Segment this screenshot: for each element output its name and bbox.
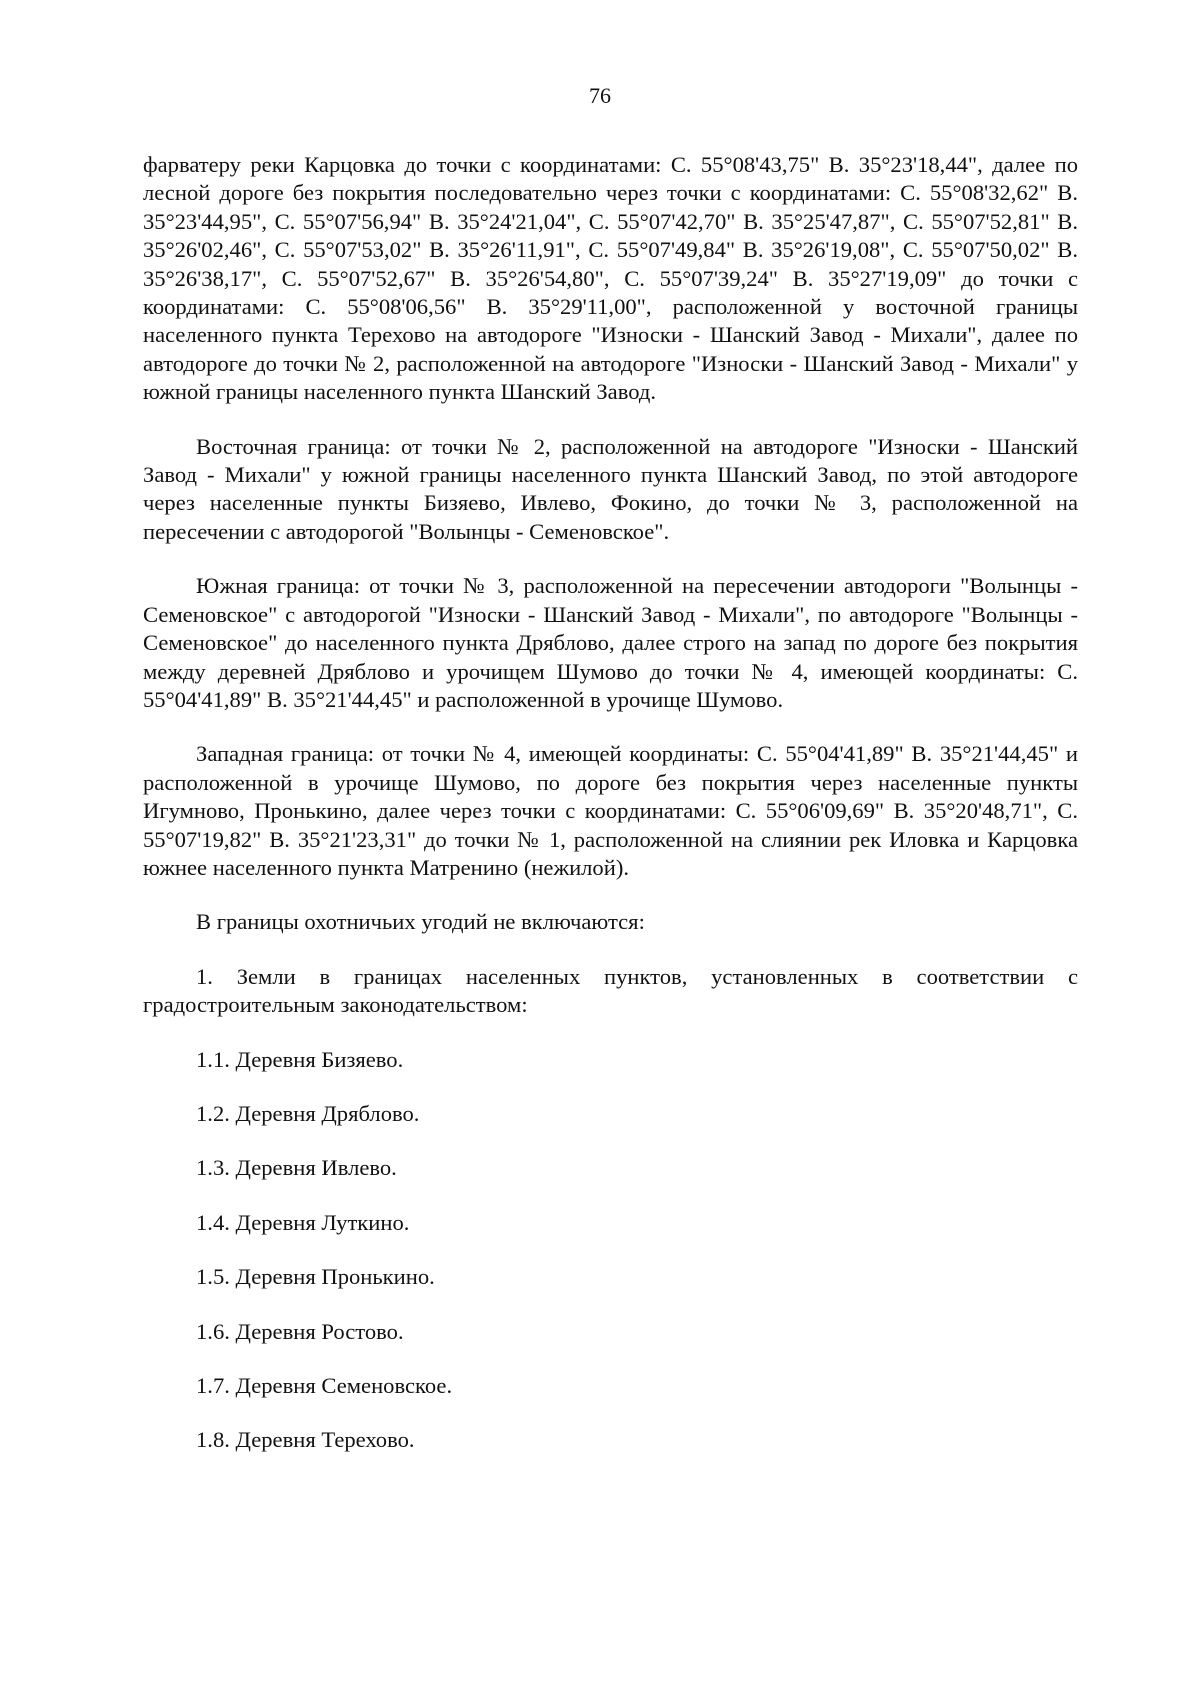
list-item: 1.7. Деревня Семеновское. — [196, 1373, 453, 1398]
list-item: 1.2. Деревня Дряблово. — [196, 1100, 420, 1126]
paragraph-settlement-lands: 1. Земли в границах населенных пунктов, установленных в соответствии с градостроительным законодательством: — [143, 963, 1078, 1018]
paragraph-northern-boundary-continuation: фарватеру реки Карцовка до точки с координатами: С. 55°08'43,75" В. 35°23'18,44", далее по лесной дороге без покрытия последовательно через точки с координатами: С. 55°08'32,62" В. 35°23'44,95", С. 55°07'56,94" В. 35°24'21,04", С. 55°07'42,70" В. 35°25'47,87", С. 55°07'52,81" В. 35°26'02,46", С. 55°07'53,02" В. 35°26'11,91", С. 55°07'49,84" В. 35°26'19,08", С. 55°07'50,02" В. 35°26'38,17", С. 55°07'52,67" В. 35°26'54,80", С. 55°07'39,24" В. 35°27'19,09" до точки с координатами: С. 55°08'06,56" В. 35°29'11,00", расположенной у восточной границы населенного пункта Терехово на автодороге "Износки - Шанский Завод - Михали", далее по автодороге до точки № 2, расположенной на автодороге "Износки - Шанский Завод - Михали" у южной границы населенного пункта Шанский Завод. — [143, 152, 1078, 405]
paragraph-exclusions-intro: В границы охотничьих угодий не включаются: — [196, 909, 645, 935]
list-item: 1.6. Деревня Ростово. — [196, 1318, 404, 1344]
list-item: 1.4. Деревня Луткино. — [196, 1209, 410, 1235]
list-item: 1.5. Деревня Пронькино. — [196, 1264, 435, 1290]
list-item: 1.8. Деревня Терехово. — [196, 1427, 415, 1453]
settlements-list — [143, 1046, 1078, 1455]
document-body — [143, 151, 1078, 1455]
paragraph-western-boundary: Западная граница: от точки № 4, имеющей координаты: С. 55°04'41,89" В. 35°21'44,45" и расположенной в урочище Шумово, по дороге без покрытия через населенные пункты Игумново, Пронькино, далее через точки с координатами: С. 55°06'09,69" В. 35°20'48,71", С. 55°07'19,82" В. 35°21'23,31" до точки № 1, расположенной на слиянии рек Иловка и Карцовка южнее населенного пункта Матренино (нежилой). — [143, 741, 1078, 880]
page-number: 76 — [589, 83, 611, 108]
list-item: 1.1. Деревня Бизяево. — [196, 1046, 404, 1072]
list-item: 1.3. Деревня Ивлево. — [196, 1155, 397, 1181]
paragraph-eastern-boundary: Восточная граница: от точки № 2, расположенной на автодороге "Износки - Шанский Завод - Михали" у южной границы населенного пункта Шанский Завод, по этой автодороге через населенные пункты Бизяево, Ивлево, Фокино, до точки № 3, расположенной на пересечении с автодорогой "Волынцы - Семеновское". — [143, 433, 1078, 544]
paragraph-southern-boundary: Южная граница: от точки № 3, расположенной на пересечении автодороги "Волынцы - Семеновское" с автодорогой "Износки - Шанский Завод - Михали", по автодороге "Волынцы - Семеновское" до населенного пункта Дряблово, далее строго на запад по дороге без покрытия между деревней Дряблово и урочищем Шумово до точки № 4, имеющей координаты: С. 55°04'41,89" В. 35°21'44,45" и расположенной в урочище Шумово. — [143, 573, 1078, 712]
